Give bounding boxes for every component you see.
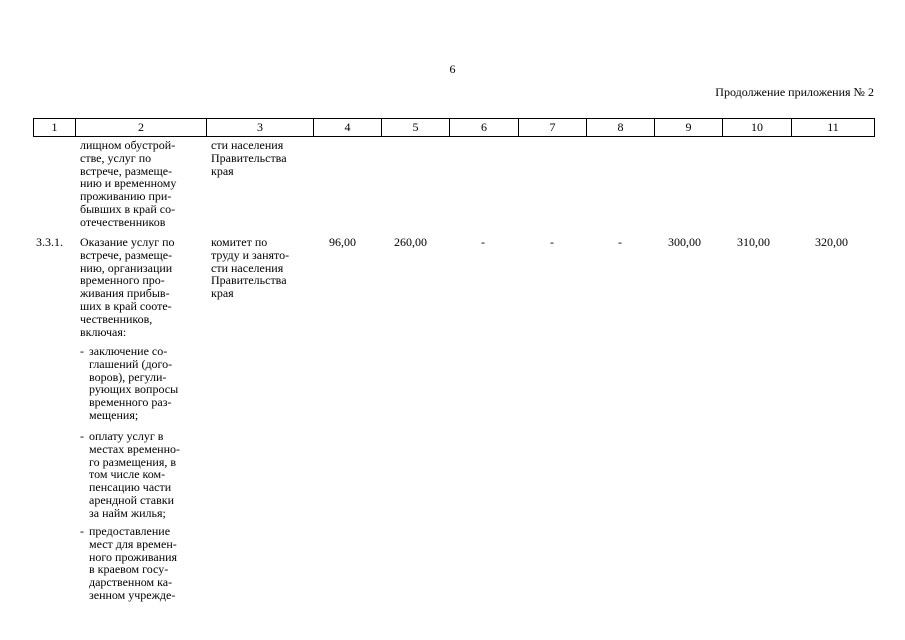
header-cell-9: 9: [654, 119, 722, 136]
bullet-marker: -: [80, 429, 84, 443]
header-cell-4: 4: [313, 119, 381, 136]
header-cell-8: 8: [586, 119, 654, 136]
value-col5: 260,00: [394, 235, 427, 249]
bullet-item: оплату услуг в местах временно- го размещения, в том числе ком- пенсацию части арендной ставки за найм жилья;: [89, 429, 181, 520]
value-col10: 310,00: [737, 235, 770, 249]
carryover-col3-text: сти населения Правительства края: [211, 138, 287, 178]
header-cell-2: 2: [75, 119, 206, 136]
bullet-marker: -: [80, 524, 84, 538]
row-id: 3.3.1.: [36, 235, 63, 249]
value-col7: -: [550, 235, 554, 249]
header-cell-6: 6: [449, 119, 518, 136]
value-col9: 300,00: [668, 235, 701, 249]
header-cell-11: 11: [791, 119, 875, 136]
bullet-marker: -: [80, 344, 84, 358]
continuation-label: Продолжение приложения № 2: [715, 85, 874, 99]
value-col4: 96,00: [329, 235, 356, 249]
page-number: 6: [449, 62, 456, 76]
value-col11: 320,00: [815, 235, 848, 249]
row-executor: комитет по труду и занято- сти населения Правительства края: [211, 235, 290, 301]
bullet-item: заключение со- глашений (дого- воров), регули- рующих вопросы временного раз- мещения;: [89, 344, 179, 422]
value-col6: -: [481, 235, 485, 249]
header-cell-5: 5: [381, 119, 449, 136]
value-col8: -: [618, 235, 622, 249]
header-cell-10: 10: [722, 119, 791, 136]
header-cell-1: 1: [33, 119, 75, 136]
table-header-row: [33, 118, 875, 137]
header-cell-7: 7: [518, 119, 586, 136]
carryover-col2-text: лищном обустрой- стве, услуг по встрече, размеще- нию и временному проживанию при- бывших в край со- отечественников: [80, 138, 177, 229]
header-cell-3: 3: [206, 119, 313, 136]
bullet-item: предоставление мест для времен- ного проживания в краевом госу- дарственном ка- зенном учрежде-: [89, 524, 178, 602]
row-title: Оказание услуг по встрече, размеще- нию, организации временного про- живания прибыв- ших в край сооте- чественников, включая:: [80, 235, 175, 339]
